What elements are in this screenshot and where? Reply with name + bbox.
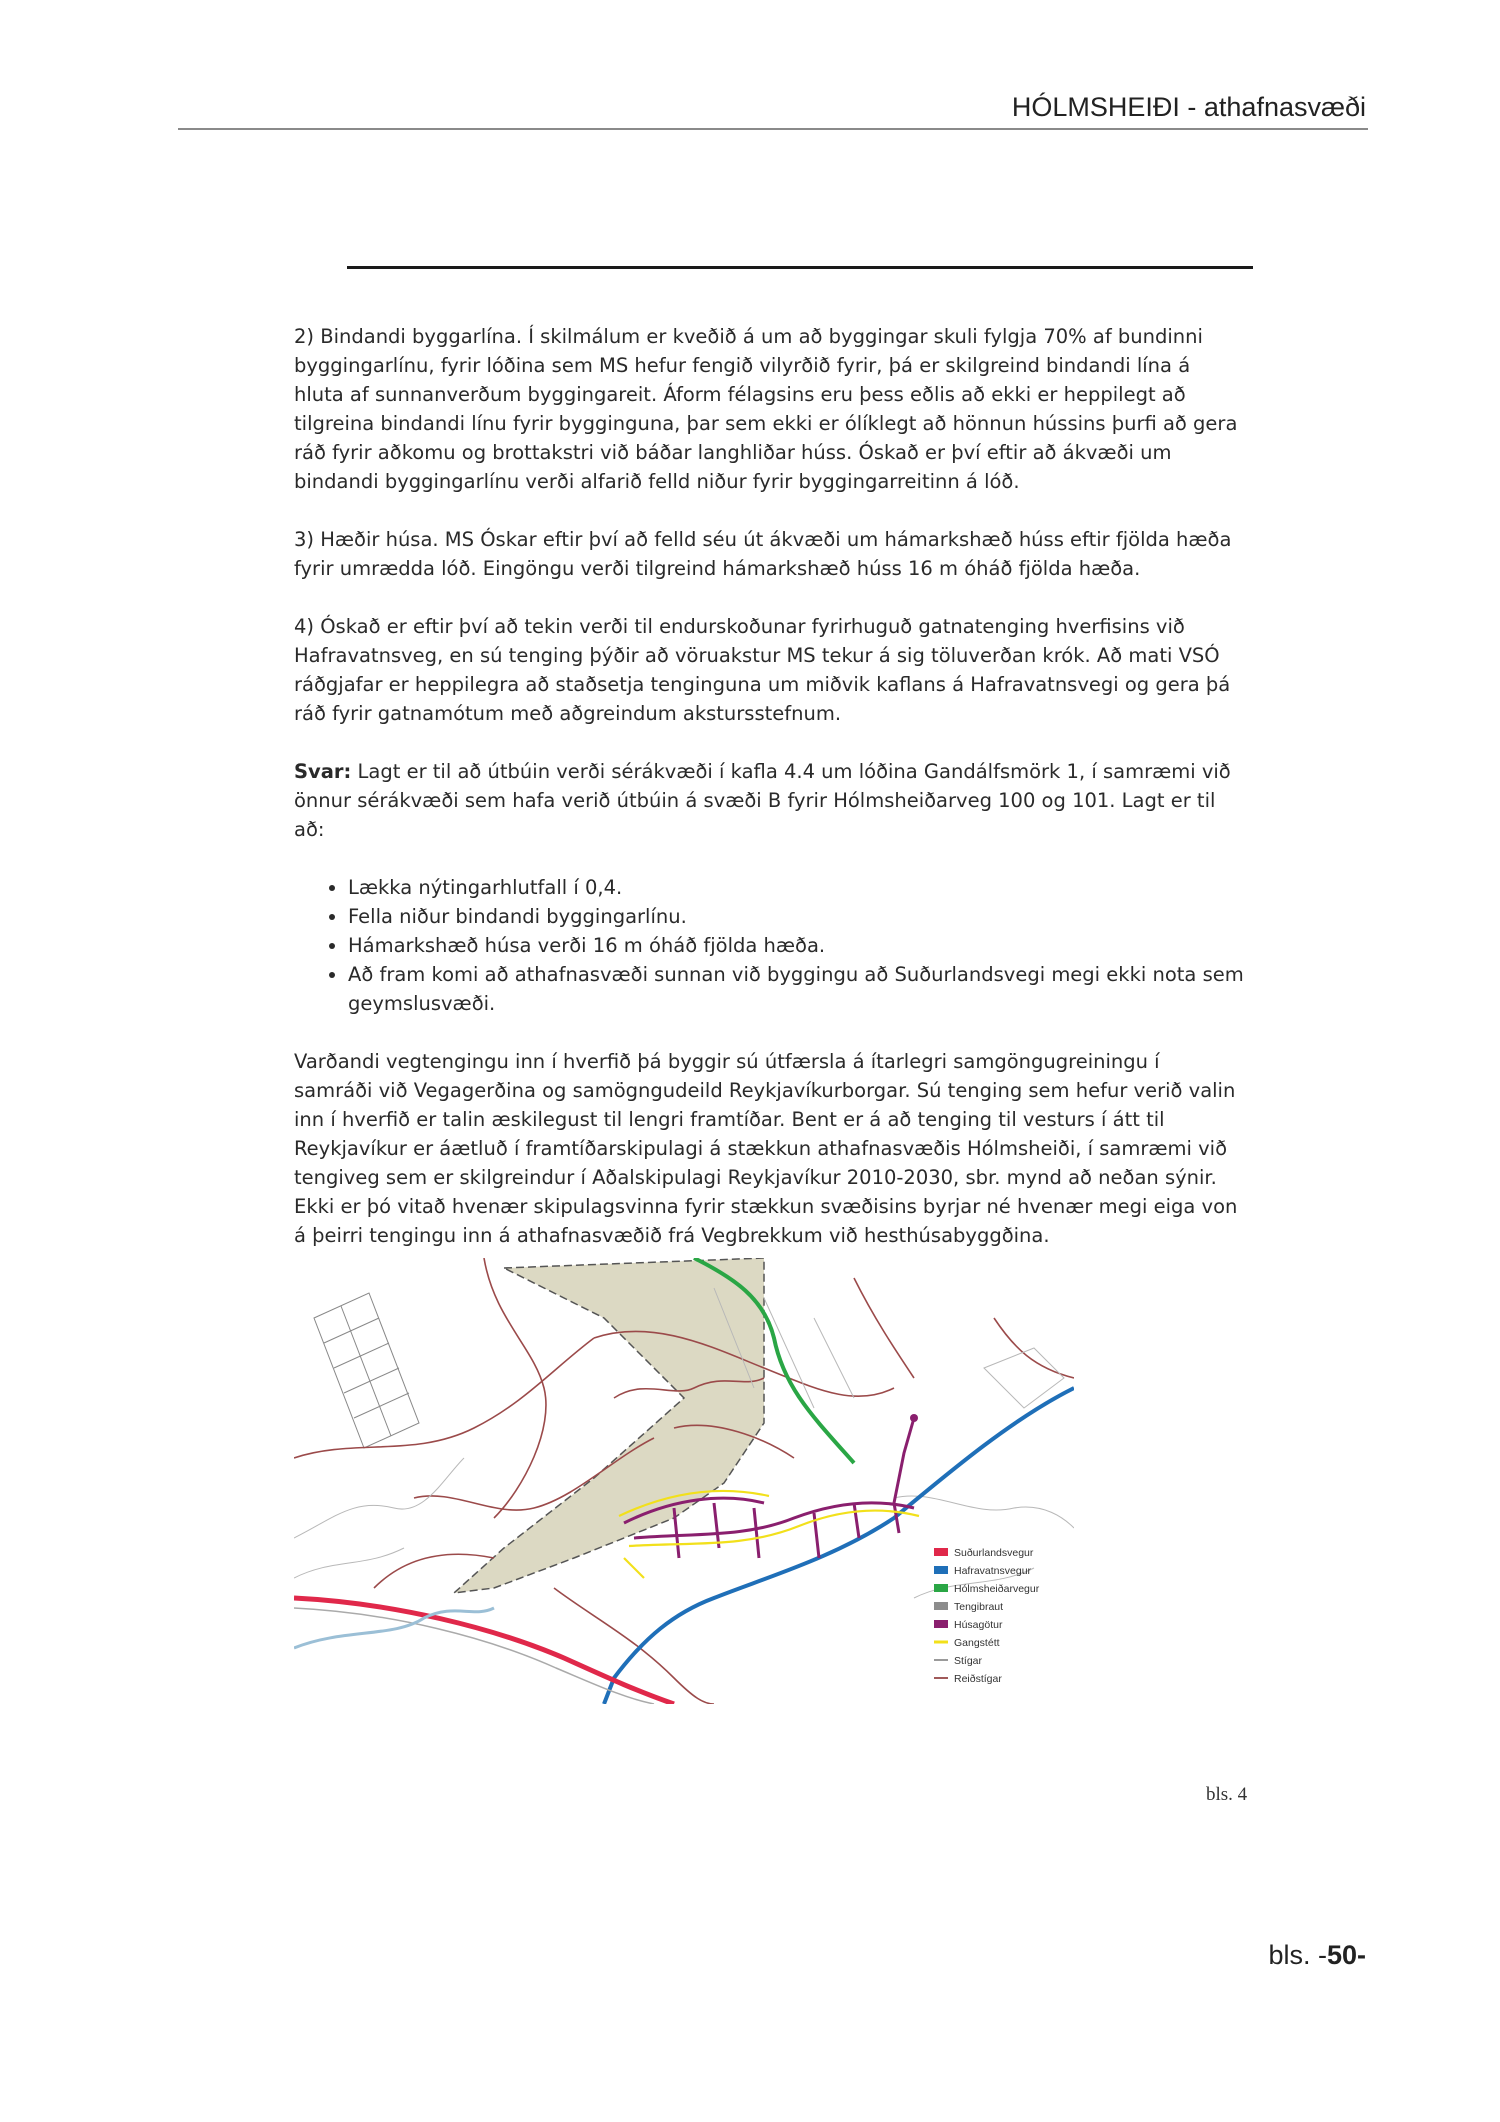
header-title: HÓLMSHEIÐI - athafnasvæði (1011, 92, 1366, 122)
legend-swatch (934, 1602, 948, 1610)
legend-label: Tengibraut (954, 1601, 1004, 1613)
list-item: • Fella niður bindandi byggingarlínu. (348, 902, 1244, 931)
legend-label: Stígar (954, 1655, 983, 1667)
answer-text: Lagt er til að útbúin verði sérákvæði í kafla 4.4 um lóðina Gandálfsmörk 1, í samræmi við önnur sérákvæði sem hafa verið útbúin á svæði B fyrir Hólmsheiðarveg 100 og 101. Lagt er til að: (294, 760, 1231, 841)
paragraph-2: 2) Bindandi byggarlína. Í skilmálum er kveðið á um að byggingar skuli fylgja 70% af bundinni byggingarlínu, fyrir lóðina sem MS hefur fengið vilyrðið fyrir, þá er skilgreind bindandi lína á hluta af sunnanverðum byggingareit. Áform félagsins eru þess eðlis að ekki er heppilegt að tilgreina bindandi línu fyrir bygginguna, þar sem ekki er ólíklegt að hönnun hússins þurfi að gera ráð fyrir aðkomu og brottakstri við báðar langhliðar húss. Óskað er því eftir að ákvæði um bindandi byggingarlínu verði alfarið felld niður fyrir byggingarreitinn á lóð. (294, 325, 1238, 493)
section-divider (347, 266, 1253, 269)
legend-label: Hafravatnsvegur (954, 1565, 1032, 1577)
document-body (294, 322, 1244, 1279)
list-item: • Hámarkshæð húsa verði 16 m óháð fjölda hæða. (348, 931, 1244, 960)
legend-label: Húsagötur (954, 1619, 1003, 1631)
legend-swatch (934, 1566, 948, 1574)
legend-label: Suðurlandsvegur (954, 1547, 1034, 1559)
closing-paragraph: Varðandi vegtengingu inn í hverfið þá byggir sú útfærsla á ítarlegri samgöngugreiningu í samráði við Vegagerðina og samögngudeild Reykjavíkurborgar. Sú tenging sem hefur verið valin inn í hverfið er talin æskilegust til lengri framtíðar. Bent er á að tenging til vesturs í átt til Reykjavíkur er áætluð í framtíðarskipulagi á stækkun athafnasvæðis Hólmsheiði, í samræmi við tengiveg sem er skilgreindur í Aðalskipulagi Reykjavíkur 2010-2030, sbr. mynd að neðan sýnir. Ekki er þó vitað hvenær skipulagsvinna fyrir stækkun svæðisins byrjar né hvenær megi eiga von á þeirri tengingu inn á athafnasvæðið frá Vegbrekkum við hesthúsabyggðina. (294, 1050, 1238, 1247)
legend-label: Hólmsheiðarvegur (954, 1583, 1040, 1595)
paragraph-3: 3) Hæðir húsa. MS Óskar eftir því að felld séu út ákvæði um hámarkshæð húss eftir fjölda hæða fyrir umrædda lóð. Eingöngu verði tilgreind hámarkshæð húss 16 m óháð fjölda hæða. (294, 528, 1232, 580)
site-map-figure (294, 1258, 1074, 1704)
answer-label: Svar: (294, 760, 352, 783)
source-page-reference: bls. 4 (1206, 1784, 1248, 1805)
list-item: • Að fram komi að athafnasvæði sunnan við byggingu að Suðurlandsvegi megi ekki nota sem geymslusvæði. (348, 960, 1244, 1018)
legend-swatch (934, 1584, 948, 1592)
legend-swatch (934, 1620, 948, 1628)
paragraph-4: 4) Óskað er eftir því að tekin verði til endurskoðunar fyrirhuguð gatnatenging hverfisins við Hafravatnsveg, en sú tenging þýðir að vöruakstur MS tekur á sig töluverðan krók. Að mati VSÓ ráðgjafar er heppilegra að staðsetja tenginguna um miðvik kaflans á Hafravatnsvegi og gera þá ráð fyrir gatnamótum með aðgreindum akstursstefnum. (294, 615, 1231, 725)
legend-label: Gangstétt (954, 1637, 1000, 1649)
site-map (294, 1258, 1074, 1704)
answer-paragraph (294, 757, 1244, 844)
page-number-value: 50- (1326, 1940, 1366, 1970)
header-rule (178, 128, 1368, 130)
legend-label: Reiðstígar (954, 1673, 1002, 1685)
page-number (1268, 1940, 1366, 1971)
turnaround-marker (910, 1414, 918, 1422)
page-number-prefix: bls. - (1268, 1940, 1327, 1970)
list-item: • Lækka nýtingarhlutfall í 0,4. (348, 873, 1244, 902)
bullet-list (294, 873, 1244, 1018)
legend-swatch (934, 1548, 948, 1556)
